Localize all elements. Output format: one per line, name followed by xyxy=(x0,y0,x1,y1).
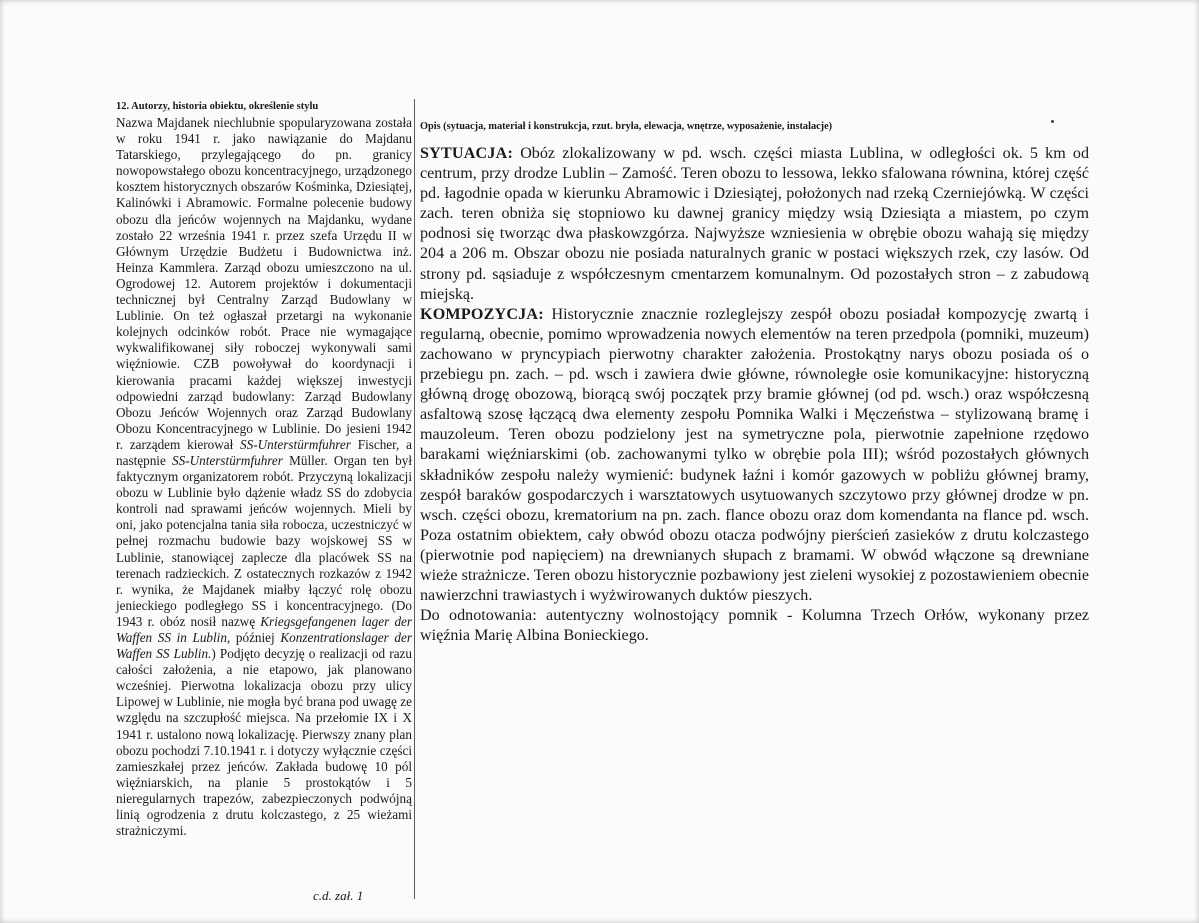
history-italic-term: Konzentrationslager der Waffen SS Lublin. xyxy=(116,630,413,662)
composition-label: KOMPOZYCJA: xyxy=(420,305,544,323)
history-italic-term: SS-Unterstürmfuhrer xyxy=(240,436,351,452)
column-divider xyxy=(414,99,415,899)
history-italic-term: Kriegsgefangenen lager der Waffen SS in Lublin xyxy=(116,613,413,645)
history-text-part: ) Podjęto decyzję o realizacji od razu całości założenia, a nie etapowo, jak planowano wcześniej. Pierwotna lokalizacja obozu przy ulicy Lipowej w Lublinie, nie mogła być brana pod uwagę ze względu na szczupłość miejsca. Na przełomie IX i X 1941 r. ustalono nową lokalizację. Pierwszy znany plan obozu pochodzi 7.10.1941 r. i dotyczy wyłącznie części zamieszkałej przez jeńców. Zakłada budowę 10 pól więźniarskich, na planie 5 prostokątów i 5 nieregularnych trapezów, zabezpieczonych podwójną linią ogrodzenia z drutu kolczastego, z 25 wieżami strażniczymi. xyxy=(116,646,412,839)
history-text-part: Nazwa Majdanek niechlubnie spopularyzowana została w roku 1941 r. jako nawiązanie do Majdanu Tatarskiego, przylegającego do pn. granicy nowopowstałego obozu koncentracyjnego, urządzonego kosztem historycznych obszarów Kośminka, Dziesiątej, Kalinówki i Abramowic. Formalne polecenie budowy obozu dla jeńców wojennych na Majdanku, wydane zostało 22 września 1941 r. przez szefa Urzędu II w Głównym Urzędzie Budżetu i Budownictwa inż. Heinza Kammlera. Zarząd obozu umieszczono na ul. Ogrodowej 12. Autorem projektów i dokumentacji technicznej był Centralny Zarząd Budowlany w Lublinie. On też ogłaszał przetargi na wykonanie kolejnych odcinków robót. Prace nie wymagające wykwalifikowanej siły roboczej wykonywali sami więźniowie. CZB powoływał do koordynacji i kierowania pracami każdej większej inwestycji odpowiedni zarząd budowlany: Zarząd Budowlany Obozu Jeńców Wojennych oraz Zarząd Budowlany Obozu Koncentracyjnego w Lublinie. Do jesieni 1942 r. zarządem kierował xyxy=(116,115,412,452)
situation-label: SYTUACJA: xyxy=(420,145,514,162)
history-text-part: Müller. Organ ten był faktycznym organizatorem robót. Przyczyną lokalizacji obozu w Lublinie było dążenie władz SS do zdobycia kontroli nad sprawami jeńców wojennych. Mieli by oni, jako potencjalna tania siła robocza, uczestniczyć w pełnej rozmachu budowie bazy wojskowej SS w Lublinie, stanowiącej zaplecze dla placówek SS na terenach radzieckich. Z ostatecznych rozkazów z 1942 r. wynika, że Majdanek miałby łączyć rolę obozu jenieckiego podległego SS i koncentracyjnego. (Do 1943 r. obóz nosił nazwę xyxy=(116,452,412,629)
history-text-part: Fischer, a następnie xyxy=(116,436,412,468)
description-column xyxy=(420,121,1089,646)
history-text xyxy=(116,115,412,839)
history-text-part: , później xyxy=(226,630,275,645)
history-italic-term: SS-Unterstürmfuhrer xyxy=(172,452,283,468)
description-text xyxy=(420,144,1089,646)
situation-paragraph xyxy=(420,144,1089,305)
history-heading: 12. Autorzy, historia obiektu, określenie stylu xyxy=(116,101,319,112)
history-column xyxy=(116,101,412,839)
situation-text: Obóz zlokalizowany w pd. wsch. części miasta Lublina, w odległości ok. 5 km od centrum, przy drodze Lublin – Zamość. Teren obozu to lessowa, lekko sfalowana równina, której część pd. łagodnie opada w kierunku Abramowic i Dziesiątej, położonych nad rzeką Czerniejówką. W części zach. teren obniża się stopniowo ku dawnej granicy między wsią Dziesiąta a miastem, po czym podnosi się tworząc dwa płaskowzgórza. Najwyższe wzniesienia w obrębie obozu wahają się między 204 a 206 m. Obszar obozu nie posiada naturalnych granic w postaci większych rzek, czy lasów. Od strony pd. sąsiaduje z współczesnym cmentarzem komunalnym. Od pozostałych stron – z zabudową miejską. xyxy=(420,145,1089,303)
description-heading: Opis (sytuacja, materiał i konstrukcja, rzut. bryła, elewacja, wnętrze, wyposażenie, instalacje) xyxy=(420,121,833,132)
composition-text: Historycznie znacznie rozleglejszy zespół obozu posiadał kompozycję zwartą i regularną, obecnie, pomimo wprowadzenia nowych elementów na teren przedpola (pomniki, muzeum) zachowano w pryncypiach pierwotny charakter założenia. Prostokątny narys obozu posiada oś o przebiegu pn. zach. – pd. wsch i zawiera dwie główne, równoległe osie komunikacyjne: historyczną główną drogę obozową, biorącą swój początek przy bramie głównej (od pd. wsch.) oraz współczesną asfaltową szosę łączącą dwa elementy zespołu Pomnika Walki i Męczeństwa – stylizowaną bramę i mauzoleum. Teren obozu podzielony jest na symetryczne pola, pierwotnie zapełnione rzędowo barakami więźniarskimi (ob. zachowanymi tylko w obrębie pola III); wśród pozostałych głównych składników zespołu należy wymienić: budynek łaźni i komór gazowych w pobliżu głównej bramy, zespół baraków gospodarczych i warsztatowych usytuowanych szczytowo przy głównej drodze w pn. wsch. części obozu, krematorium na pn. zach. flance obozu oraz dom komendanta na flance pd. wsch. Poza ostatnim obiektem, cały obwód obozu otacza podwójny pierścień zasieków z drutu kolczastego (pierwotnie pod napięciem) na drewnianych słupach z bramami. W obwód włączone są drewniane wieże strażnicze. Teren obozu historycznie pozbawiony jest zieleni wysokiej z pozostawieniem obecnie nawierzchni trawiastych i wyżwirowanych duktów pieszych. xyxy=(420,305,1089,605)
continuation-note: c.d. zał. 1 xyxy=(313,888,364,903)
composition-paragraph xyxy=(420,305,1089,606)
notes-paragraph: Do odnotowania: autentyczny wolnostojący pomnik - Kolumna Trzech Orłów, wykonany przez więźnia Marię Albina Bonieckiego. xyxy=(420,607,1089,645)
